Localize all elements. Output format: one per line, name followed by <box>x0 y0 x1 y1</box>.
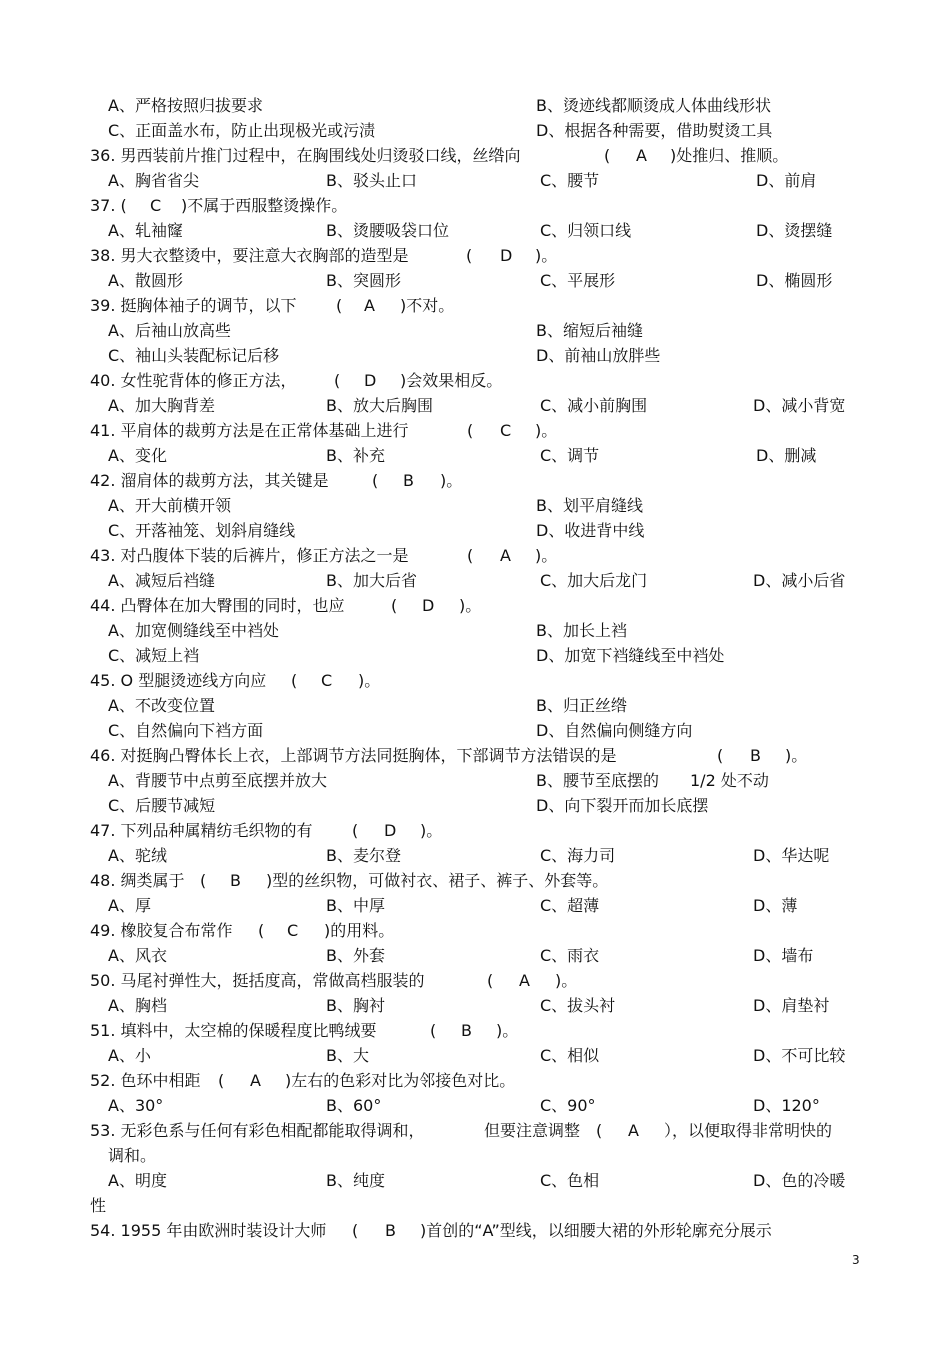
text-span: ( <box>487 971 494 990</box>
answer-options-line <box>0 519 950 543</box>
text-span: ( <box>467 421 474 440</box>
text-span: ( <box>334 371 341 390</box>
text-span: )。 <box>358 671 381 690</box>
answer-option: A、轧袖窿 <box>108 221 183 240</box>
answer-option: B、纯度 <box>326 1171 385 1190</box>
text-span: ( <box>336 296 343 315</box>
answer-options-line <box>0 119 950 143</box>
answer-option: A、后袖山放高些 <box>108 321 231 340</box>
answer-option: C、开落袖笼、划斜肩缝线 <box>108 521 296 540</box>
question-line <box>0 1069 950 1093</box>
text-span: )。 <box>785 746 808 765</box>
text-span: 52. 色环中相距 <box>90 1071 201 1090</box>
answer-option: D、根据各种需要，借助熨烫工具 <box>536 121 773 140</box>
answer-option: D、减小背宽 <box>753 396 846 415</box>
answer-option: A、30° <box>108 1096 164 1115</box>
answer-option: C、超薄 <box>540 896 600 915</box>
answer-option: D、不可比较 <box>753 1046 846 1065</box>
answer-options-line <box>0 619 950 643</box>
answer-options-line <box>0 1094 950 1118</box>
answer-option: C、加大后龙门 <box>540 571 648 590</box>
answer-option: A、明度 <box>108 1171 167 1190</box>
text-span: 47. 下列品种属精纺毛织物的有 <box>90 821 313 840</box>
answer-options-line <box>0 94 950 118</box>
answer-options-line <box>0 394 950 418</box>
answer-options-line <box>0 719 950 743</box>
text-span: C <box>321 671 333 690</box>
text-span: )。 <box>535 546 558 565</box>
answer-option: C、雨衣 <box>540 946 600 965</box>
text-span: C <box>287 921 299 940</box>
question-line <box>0 419 950 443</box>
answer-option: A、小 <box>108 1046 151 1065</box>
text-span: 50. 马尾衬弹性大，挺括度高，常做高档服装的 <box>90 971 425 990</box>
question-line <box>0 1219 950 1243</box>
text-span: B <box>403 471 414 490</box>
answer-option: A、厚 <box>108 896 151 915</box>
page-number: 3 <box>852 1253 860 1267</box>
text-span: A <box>636 146 647 165</box>
answer-options-line <box>0 644 950 668</box>
text-span: 42. 溜肩体的裁剪方法，其关键是 <box>90 471 329 490</box>
answer-option: D、前肩 <box>756 171 817 190</box>
question-line <box>0 469 950 493</box>
answer-option: C、自然偏向下裆方面 <box>108 721 264 740</box>
answer-option: D、删减 <box>756 446 817 465</box>
question-line <box>0 194 950 218</box>
text-span: ），以便取得非常明快的 <box>664 1121 833 1140</box>
text-span: D <box>364 371 377 390</box>
answer-option: D、收进背中线 <box>536 521 645 540</box>
answer-option: A、风衣 <box>108 946 167 965</box>
answer-options-line <box>0 944 950 968</box>
answer-option: A、驼绒 <box>108 846 167 865</box>
answer-option: A、变化 <box>108 446 167 465</box>
answer-option: C、平展形 <box>540 271 616 290</box>
text-span: 调和。 <box>108 1146 157 1165</box>
text-span: )左右的色彩对比为邻接色对比。 <box>285 1071 516 1090</box>
text-span: 43. 对凸腹体下装的后裤片，修正方法之一是 <box>90 546 409 565</box>
text-span: B <box>385 1221 396 1240</box>
answer-option: D、加宽下裆缝线至中裆处 <box>536 646 725 665</box>
answer-option: B、大 <box>326 1046 369 1065</box>
text-span: ( <box>352 1221 359 1240</box>
question-line <box>0 594 950 618</box>
text-span: A <box>500 546 511 565</box>
text-span: 39. 挺胸体袖子的调节，以下 <box>90 296 297 315</box>
text-span: 41. 平肩体的裁剪方法是在正常体基础上进行 <box>90 421 409 440</box>
answer-option: C、减短上裆 <box>108 646 200 665</box>
question-line <box>0 669 950 693</box>
text-span: ( <box>467 546 474 565</box>
text-span: B <box>230 871 241 890</box>
answer-options-line <box>0 844 950 868</box>
question-line <box>0 544 950 568</box>
answer-options-line <box>0 344 950 368</box>
answer-options-line <box>0 444 950 468</box>
text-span: ( <box>430 1021 437 1040</box>
text-span: ( <box>218 1071 225 1090</box>
text-span: D <box>500 246 513 265</box>
answer-option: 1/2 处不动 <box>690 771 769 790</box>
answer-option: B、中厚 <box>326 896 385 915</box>
question-line <box>0 819 950 843</box>
answer-option: D、椭圆形 <box>756 271 833 290</box>
text-span: ( <box>604 146 611 165</box>
text-span: C <box>150 196 162 215</box>
answer-option: D、减小后省 <box>753 571 846 590</box>
text-span: D <box>384 821 397 840</box>
text-span: ( <box>466 246 473 265</box>
answer-option: D、华达呢 <box>753 846 830 865</box>
question-line <box>0 919 950 943</box>
text-span: )。 <box>496 1021 519 1040</box>
answer-option: C、海力司 <box>540 846 616 865</box>
text-span: 46. 对挺胸凸臀体长上衣，上部调节方法同挺胸体，下部调节方法错误的是 <box>90 746 617 765</box>
question-line <box>0 369 950 393</box>
answer-option: B、腰节至底摆的 <box>536 771 659 790</box>
answer-option: A、不改变位置 <box>108 696 215 715</box>
question-line <box>0 294 950 318</box>
answer-options-line <box>0 994 950 1018</box>
text-span: C <box>500 421 512 440</box>
text-span: )不属于西服整烫操作。 <box>181 196 348 215</box>
text-span: A <box>364 296 375 315</box>
text-span: B <box>461 1021 472 1040</box>
text-span: )处推归、推顺。 <box>670 146 789 165</box>
text-span: )会效果相反。 <box>400 371 503 390</box>
answer-options-line <box>0 794 950 818</box>
answer-option: A、散圆形 <box>108 271 183 290</box>
answer-option: B、烫腰吸袋口位 <box>326 221 449 240</box>
text-span: B <box>750 746 761 765</box>
answer-option: B、烫迹线都顺烫成人体曲线形状 <box>536 96 771 115</box>
text-span: )型的丝织物，可做衬衣、裙子、裤子、外套等。 <box>266 871 609 890</box>
text-span: 36. 男西装前片推门过程中，在胸围线处归烫驳口线，丝绺向 <box>90 146 521 165</box>
answer-options-line <box>0 769 950 793</box>
answer-option: C、后腰节减短 <box>108 796 216 815</box>
text-span: D <box>422 596 435 615</box>
text-span: )不对。 <box>400 296 455 315</box>
answer-option: D、自然偏向侧缝方向 <box>536 721 693 740</box>
answer-option: B、归正丝绺 <box>536 696 627 715</box>
text-span: 45. O 型腿烫迹线方向应 <box>90 671 267 690</box>
answer-option: B、放大后胸围 <box>326 396 433 415</box>
answer-options-line <box>0 319 950 343</box>
answer-option: D、墙布 <box>753 946 814 965</box>
answer-option: C、减小前胸围 <box>540 396 648 415</box>
answer-options-line <box>0 569 950 593</box>
text-span: A <box>628 1121 639 1140</box>
answer-option: D、色的冷暖 <box>753 1171 846 1190</box>
answer-option: B、麦尔登 <box>326 846 401 865</box>
text-span: ( <box>258 921 265 940</box>
answer-option: A、开大前横开领 <box>108 496 231 515</box>
text-span: )。 <box>420 821 443 840</box>
text-span: ( <box>717 746 724 765</box>
answer-options-line <box>0 694 950 718</box>
text-span: 40. 女性驼背体的修正方法， <box>90 371 297 390</box>
answer-option: A、减短后裆缝 <box>108 571 215 590</box>
text-span: ( <box>372 471 379 490</box>
question-line <box>0 869 950 893</box>
answer-option: B、外套 <box>326 946 385 965</box>
answer-option: D、向下裂开而加长底摆 <box>536 796 709 815</box>
answer-option: B、划平肩缝线 <box>536 496 643 515</box>
text-span: )首创的“A”型线，以细腰大裙的外形轮廓充分展示 <box>420 1221 772 1240</box>
answer-options-line <box>0 1044 950 1068</box>
text-span: 但要注意调整 <box>484 1121 581 1140</box>
answer-option: D、120° <box>753 1096 820 1115</box>
text-span: 54. 1955 年由欧洲时装设计大师 <box>90 1221 327 1240</box>
answer-option: A、加宽侧缝线至中裆处 <box>108 621 279 640</box>
text-span: )的用料。 <box>324 921 395 940</box>
text-span: )。 <box>459 596 482 615</box>
answer-option: D、前袖山放胖些 <box>536 346 661 365</box>
text-span: ( <box>200 871 207 890</box>
question-line <box>0 744 950 768</box>
text-span: A <box>250 1071 261 1090</box>
answer-option: B、胸衬 <box>326 996 385 1015</box>
answer-options-line <box>0 269 950 293</box>
answer-option: D、烫摆缝 <box>756 221 833 240</box>
text-span: 51. 填料中，太空棉的保暖程度比鸭绒要 <box>90 1021 377 1040</box>
text-span: )。 <box>535 421 558 440</box>
answer-option: B、加大后省 <box>326 571 417 590</box>
answer-option: B、缩短后袖缝 <box>536 321 643 340</box>
question-line <box>0 969 950 993</box>
text-span: 性 <box>90 1196 107 1215</box>
answer-option: A、加大胸背差 <box>108 396 215 415</box>
text-span: 44. 凸臀体在加大臀围的同时，也应 <box>90 596 345 615</box>
text-span: 38. 男大衣整烫中，要注意大衣胸部的造型是 <box>90 246 409 265</box>
text-span: 49. 橡胶复合布常作 <box>90 921 233 940</box>
text-span: ( <box>352 821 359 840</box>
answer-options-line <box>0 1169 950 1193</box>
answer-option: C、腰节 <box>540 171 600 190</box>
text-span: )。 <box>535 246 558 265</box>
text-span: ( <box>596 1121 603 1140</box>
answer-option: B、补充 <box>326 446 385 465</box>
question-line <box>0 144 950 168</box>
answer-option: C、相似 <box>540 1046 600 1065</box>
answer-options-line <box>0 219 950 243</box>
answer-option: D、薄 <box>753 896 798 915</box>
text-span: ( <box>291 671 298 690</box>
question-line <box>0 244 950 268</box>
answer-option: C、正面盖水布，防止出现极光或污渍 <box>108 121 376 140</box>
answer-option: C、色相 <box>540 1171 600 1190</box>
answer-option: C、归领口线 <box>540 221 632 240</box>
answer-option: C、拔头衬 <box>540 996 616 1015</box>
question-line <box>0 1119 950 1143</box>
text-line <box>0 1144 950 1168</box>
text-span: ( <box>391 596 398 615</box>
text-span: )。 <box>440 471 463 490</box>
answer-option: B、加长上裆 <box>536 621 627 640</box>
answer-option: B、突圆形 <box>326 271 401 290</box>
answer-options-line <box>0 169 950 193</box>
text-span: )。 <box>555 971 578 990</box>
text-span: 37. ( <box>90 196 127 215</box>
answer-options-line <box>0 894 950 918</box>
text-span: 53. 无彩色系与任何有彩色相配都能取得调和， <box>90 1121 425 1140</box>
answer-option: A、严格按照归拔要求 <box>108 96 263 115</box>
answer-option: C、调节 <box>540 446 600 465</box>
answer-option: A、胸省省尖 <box>108 171 199 190</box>
answer-option: C、90° <box>540 1096 596 1115</box>
answer-option: C、袖山头装配标记后移 <box>108 346 280 365</box>
answer-option: B、60° <box>326 1096 382 1115</box>
answer-option: D、肩垫衬 <box>753 996 830 1015</box>
question-line <box>0 1019 950 1043</box>
answer-options-line <box>0 494 950 518</box>
answer-option: A、背腰节中点剪至底摆并放大 <box>108 771 327 790</box>
text-span: A <box>519 971 530 990</box>
answer-option: B、驳头止口 <box>326 171 417 190</box>
answer-option: A、胸档 <box>108 996 167 1015</box>
text-span: 48. 绸类属于 <box>90 871 185 890</box>
text-line <box>0 1194 950 1218</box>
